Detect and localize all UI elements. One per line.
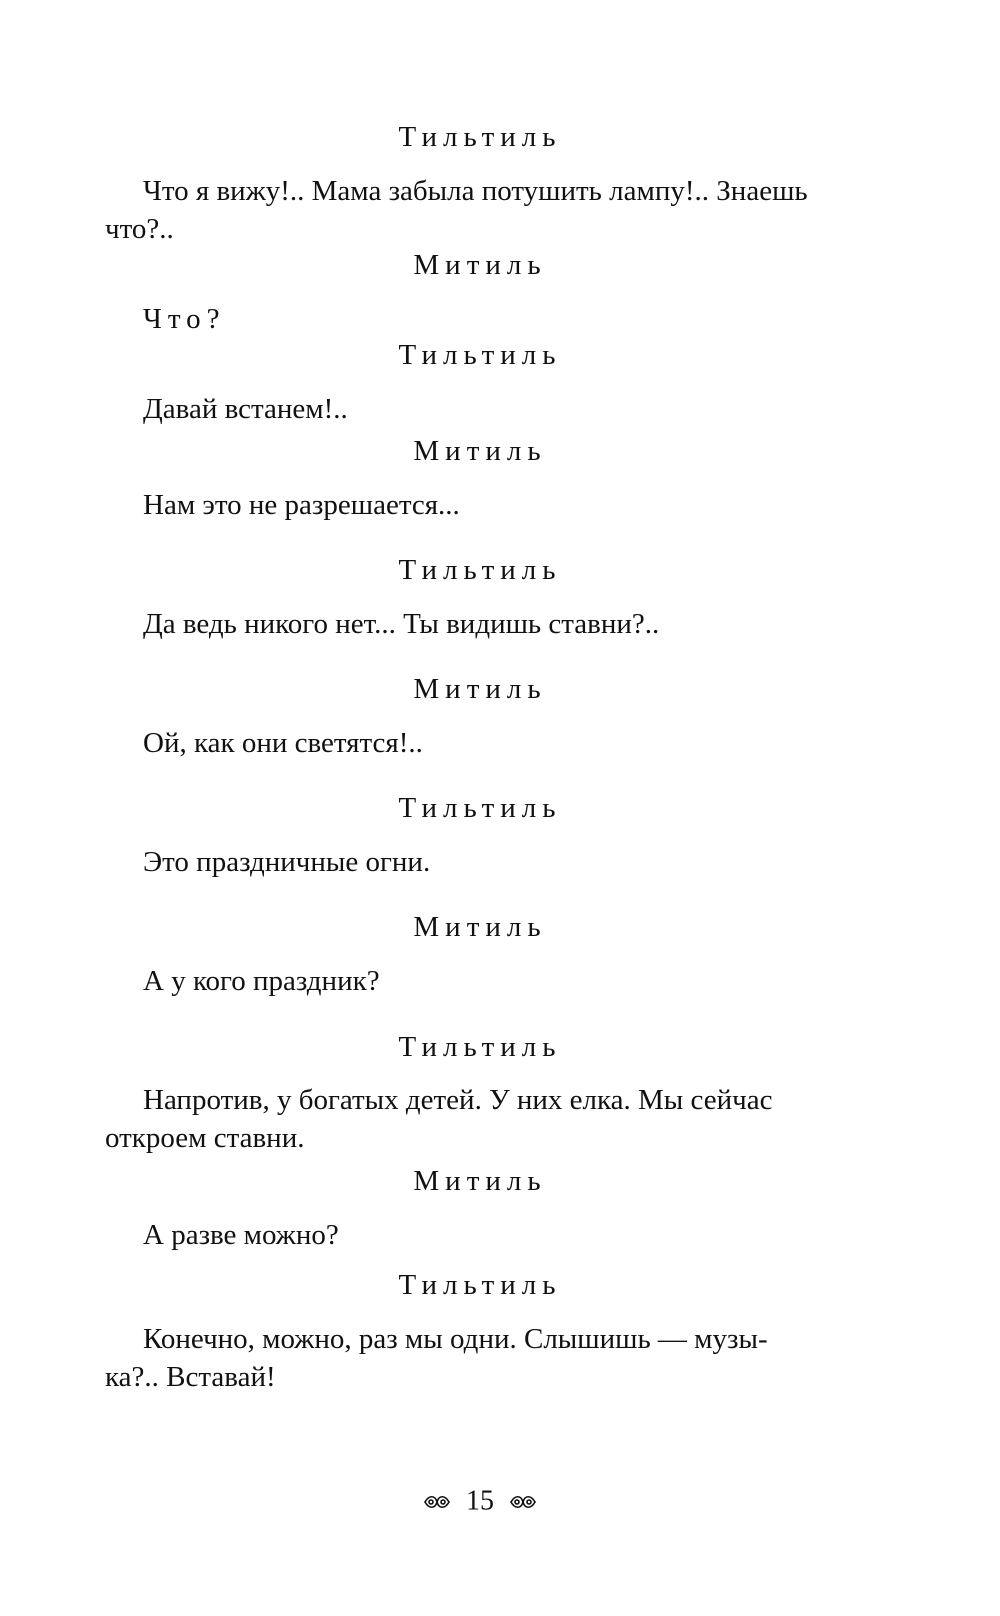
speaker-name: Тильтиль [398,792,562,824]
dialogue-line: Ой, как они светятся!.. [143,727,423,759]
dialogue-line: что?.. [105,213,174,245]
dialogue-line: Что? [143,303,226,335]
dialogue-line: А у кого праздник? [143,965,380,997]
speaker-name: Тильтиль [398,339,562,371]
dialogue-line: ка?.. Вставай! [105,1361,276,1393]
page-footer [0,1483,960,1519]
page-number: 15 [466,1485,494,1517]
dialogue-line: Давай встанем!.. [143,393,348,425]
speaker-name: Тильтиль [398,1031,562,1063]
dialogue-line: откроем ставни. [105,1122,305,1154]
flourish-ornament-icon [423,1491,451,1513]
dialogue-line: Да ведь никого нет... Ты видишь ставни?.. [143,608,660,640]
speaker-name: Тильтиль [398,121,562,153]
speaker-name: Митиль [413,673,547,705]
dialogue-line: Нам это не разрешается... [143,489,460,521]
speaker-name: Митиль [413,249,547,281]
flourish-ornament-icon [509,1491,537,1513]
dialogue-line: Это праздничные огни. [143,846,431,878]
speaker-name: Митиль [413,911,547,943]
speaker-name: Митиль [413,1165,547,1197]
dialogue-line: Конечно, можно, раз мы одни. Слышишь — музы- [143,1323,768,1355]
speaker-name: Тильтиль [398,554,562,586]
speaker-name: Митиль [413,435,547,467]
dialogue-line: Что я вижу!.. Мама забыла потушить лампу!.. Знаешь [143,175,808,207]
dialogue-line: Напротив, у богатых детей. У них елка. Мы сейчас [143,1084,773,1116]
speaker-name: Тильтиль [398,1269,562,1301]
dialogue-line: А разве можно? [143,1219,339,1251]
